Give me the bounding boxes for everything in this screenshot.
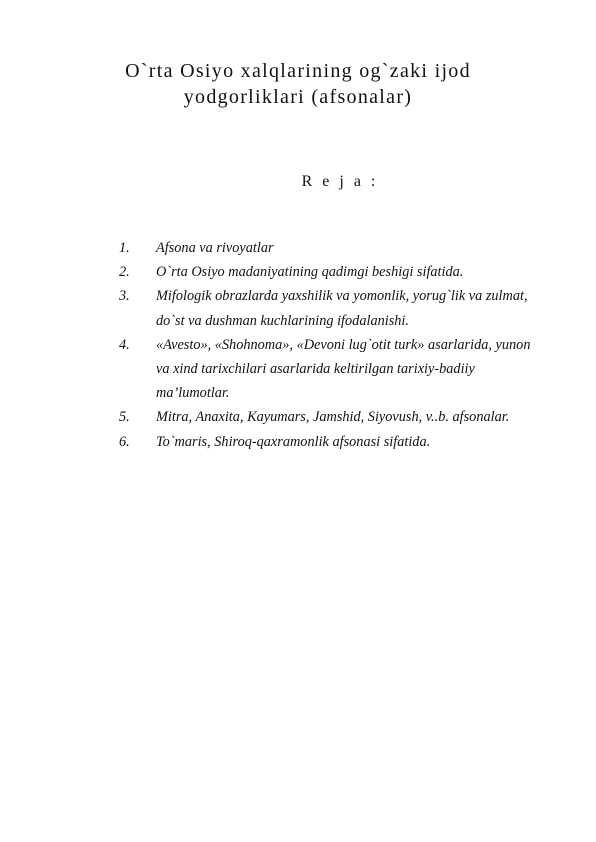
plan-item xyxy=(0,260,596,284)
plan-item-number: 5. xyxy=(119,409,130,426)
plan-item xyxy=(0,405,596,429)
plan-item-text: Mifologik obrazlarda yaxshilik va yomonlik, yorug`lik va zulmat, do`st va dushman kuchlarining ifodalanishi. xyxy=(156,288,528,329)
document-title xyxy=(0,58,596,110)
plan-item-text: Mitra, Anaxita, Kayumars, Jamshid, Siyovush, v..b. afsonalar. xyxy=(156,409,510,426)
plan-item xyxy=(0,284,596,332)
plan-item xyxy=(0,236,596,260)
plan-item-text: «Avesto», «Shohnoma», «Devoni lug`otit turk» asarlarida, yunon va xind tarixchilari asarlarida keltirilgan tarixiy-badiiy ma’lumotlar. xyxy=(156,336,531,402)
plan-item-number: 3. xyxy=(119,288,130,305)
plan-heading: R e j a : xyxy=(301,173,379,190)
title-line: O`rta Osiyo xalqlarining og`zaki ijod xyxy=(125,60,471,82)
plan-item-text: Afsona va rivoyatlar xyxy=(156,240,274,256)
plan-item-number: 1. xyxy=(119,240,130,256)
title-line: yodgorliklari (afsonalar) xyxy=(183,86,413,108)
plan-item xyxy=(0,333,596,406)
plan-list xyxy=(0,236,596,454)
plan-item-number: 6. xyxy=(119,433,130,450)
plan-item-text: To`maris, Shiroq-qaxramonlik afsonasi sifatida. xyxy=(156,433,431,450)
plan-item-number: 2. xyxy=(119,264,130,281)
plan-item-text: O`rta Osiyo madaniyatining qadimgi beshigi sifatida. xyxy=(156,264,464,281)
plan-item xyxy=(0,430,596,454)
plan-item-number: 4. xyxy=(119,336,130,353)
